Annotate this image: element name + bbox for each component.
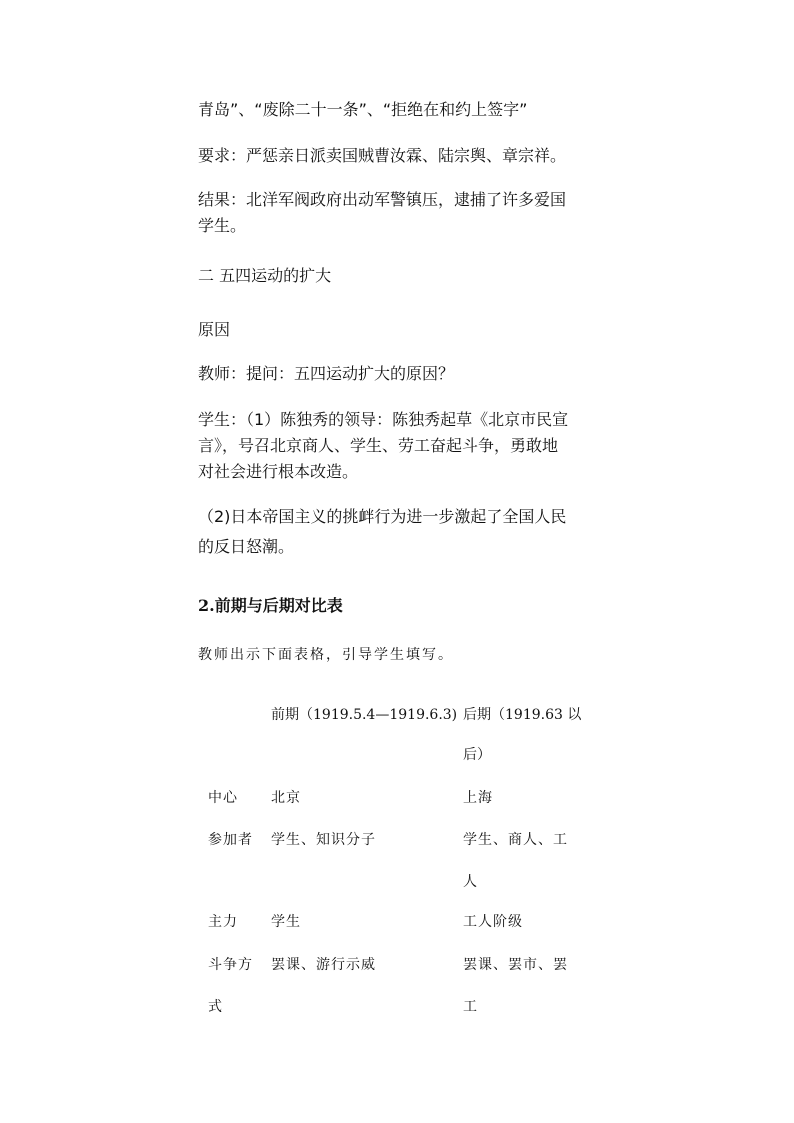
row-label: 参加者	[208, 832, 253, 848]
reason2-line2: 的反日怒潮。	[198, 537, 295, 556]
table-header-late-line1: 后期（1919.63 以	[463, 707, 582, 723]
paragraph-slogans: 青岛”、“废除二十一条”、“拒绝在和约上签字”	[198, 100, 528, 119]
row-early-value: 北京	[271, 790, 301, 806]
row-late-value: 学生、商人、工	[463, 832, 568, 848]
table-header-late-line2: 后）	[463, 747, 491, 763]
row-early-value: 学生、知识分子	[271, 832, 376, 848]
row-late-value: 工人阶级	[463, 914, 523, 930]
row-early-value: 罢课、游行示威	[271, 957, 376, 973]
row-late-value: 上海	[463, 790, 493, 806]
student-answer-line2: 言》，号召北京商人、学生、劳工奋起斗争，勇敢地	[198, 436, 559, 455]
student-answer-line1: 学生：（1）陈独秀的领导：陈独秀起草《北京市民宣	[198, 410, 569, 429]
paragraph-result-line2: 学生。	[198, 216, 247, 235]
section-heading: 二 五四运动的扩大	[198, 266, 332, 285]
row-late-value-line2: 人	[463, 874, 478, 890]
student-answer-line3: 对社会进行根本改造。	[198, 462, 359, 481]
paragraph-demands: 要求：严惩亲日派卖国贼曹汝霖、陆宗舆、章宗祥。	[198, 146, 567, 165]
reason2-line1: （2)日本帝国主义的挑衅行为进一步激起了全国人民	[198, 507, 567, 526]
row-label: 斗争方	[208, 957, 253, 973]
row-label-line2: 式	[208, 999, 223, 1015]
table-heading: 2.前期与后期对比表	[198, 596, 343, 615]
table-intro: 教师出示下面表格，引导学生填写。	[198, 647, 454, 663]
subheading-reasons: 原因	[198, 320, 231, 339]
row-label: 主力	[208, 914, 238, 930]
row-late-value: 罢课、罢市、罢	[463, 957, 568, 973]
row-late-value-line2: 工	[463, 999, 478, 1015]
table-header-early: 前期（1919.5.4—1919.6.3)	[271, 707, 458, 723]
row-label: 中心	[208, 790, 238, 806]
row-early-value: 学生	[271, 914, 301, 930]
paragraph-result-line1: 结果：北洋军阀政府出动军警镇压，逮捕了许多爱国	[198, 190, 567, 209]
teacher-question: 教师：提问：五四运动扩大的原因？	[198, 364, 455, 383]
